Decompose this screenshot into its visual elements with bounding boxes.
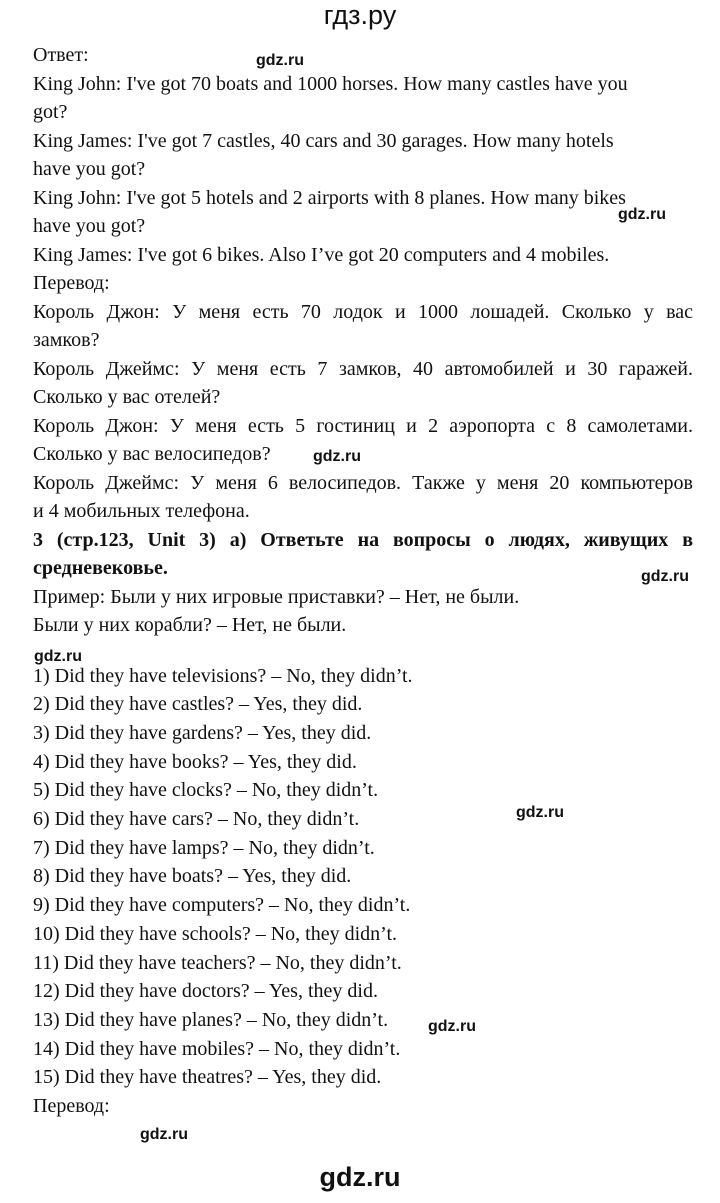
answer-item: 5) Did they have clocks? – No, they didn’t. <box>33 779 379 802</box>
dialogue-line: King James: I've got 6 bikes. Also I’ve got 20 computers and 4 mobiles. <box>33 243 610 266</box>
answer-item: 4) Did they have books? – Yes, they did. <box>33 750 357 773</box>
exercise-title-cont: средневековье. <box>33 557 168 579</box>
dialogue-line: King John: I've got 70 boats and 1000 horses. How many castles have you <box>33 72 628 95</box>
answer-list <box>33 662 693 1093</box>
translation-label: Перевод: <box>33 272 110 294</box>
site-footer: gdz.ru <box>319 1162 401 1192</box>
translation-line: Король Джон: У меня есть 5 гостиниц и 2 аэропорта с 8 самолетами. <box>33 414 693 437</box>
watermark: gdz.ru <box>256 52 304 69</box>
translation-line: Король Джеймс: У меня есть 7 замков, 40 автомобилей и 30 гаражей. <box>33 357 693 380</box>
dialogue-line: got? <box>33 101 68 123</box>
translation-line: Король Джеймс: У меня 6 велосипедов. Также у меня 20 компьютеров <box>33 471 693 494</box>
translation-line: и 4 мобильных телефона. <box>33 500 250 522</box>
exercise-title: 3 (стр.123, Unit 3) a) Ответьте на вопросы о людях, живущих в <box>33 528 693 551</box>
watermark: gdz.ru <box>641 568 689 585</box>
example-line: Были у них корабли? – Нет, не были. <box>33 614 347 636</box>
answer-item: 6) Did they have cars? – No, they didn’t. <box>33 808 360 831</box>
answer-item: 11) Did they have teachers? – No, they didn’t. <box>33 951 402 974</box>
watermark: gdz.ru <box>428 1018 476 1035</box>
spacer <box>33 640 693 662</box>
document-body <box>33 41 693 1121</box>
answer-label: Ответ: <box>33 44 89 66</box>
watermark: gdz.ru <box>140 1126 188 1143</box>
answer-item: 12) Did they have doctors? – Yes, they did. <box>33 980 378 1003</box>
dialogue-line: King John: I've got 5 hotels and 2 airports with 8 planes. How many bikes <box>33 186 626 209</box>
translation-line: Сколько у вас отелей? <box>33 386 221 408</box>
answer-item: 15) Did they have theatres? – Yes, they did. <box>33 1066 382 1089</box>
example-line: Пример: Были у них игровые приставки? – Нет, не были. <box>33 585 520 608</box>
answer-item: 13) Did they have planes? – No, they didn’t. <box>33 1008 389 1031</box>
answer-item: 14) Did they have mobiles? – No, they didn’t. <box>33 1037 401 1060</box>
answer-item: 1) Did they have televisions? – No, they didn’t. <box>33 664 413 687</box>
dialogue-line: King James: I've got 7 castles, 40 cars and 30 garages. How many hotels <box>33 129 614 152</box>
translation-label-2: Перевод: <box>33 1095 110 1118</box>
answer-item: 10) Did they have schools? – No, they didn’t. <box>33 922 398 945</box>
answer-item: 2) Did they have castles? – Yes, they did. <box>33 693 363 716</box>
watermark: gdz.ru <box>618 206 666 223</box>
watermark: gdz.ru <box>516 804 564 821</box>
translation-line: Король Джон: У меня есть 70 лодок и 1000 лошадей. Сколько у вас <box>33 300 693 323</box>
watermark: gdz.ru <box>34 648 82 665</box>
answer-item: 8) Did they have boats? – Yes, they did. <box>33 865 352 888</box>
translation-line: Сколько у вас велосипедов? <box>33 443 271 465</box>
site-header: гдз.ру <box>323 0 397 30</box>
watermark: gdz.ru <box>313 448 361 465</box>
answer-item: 9) Did they have computers? – No, they didn’t. <box>33 894 411 917</box>
dialogue-line: have you got? <box>33 158 146 180</box>
translation-line: замков? <box>33 329 100 351</box>
answer-item: 7) Did they have lamps? – No, they didn’t. <box>33 836 375 859</box>
dialogue-line: have you got? <box>33 215 146 237</box>
answer-item: 3) Did they have gardens? – Yes, they did. <box>33 721 372 744</box>
